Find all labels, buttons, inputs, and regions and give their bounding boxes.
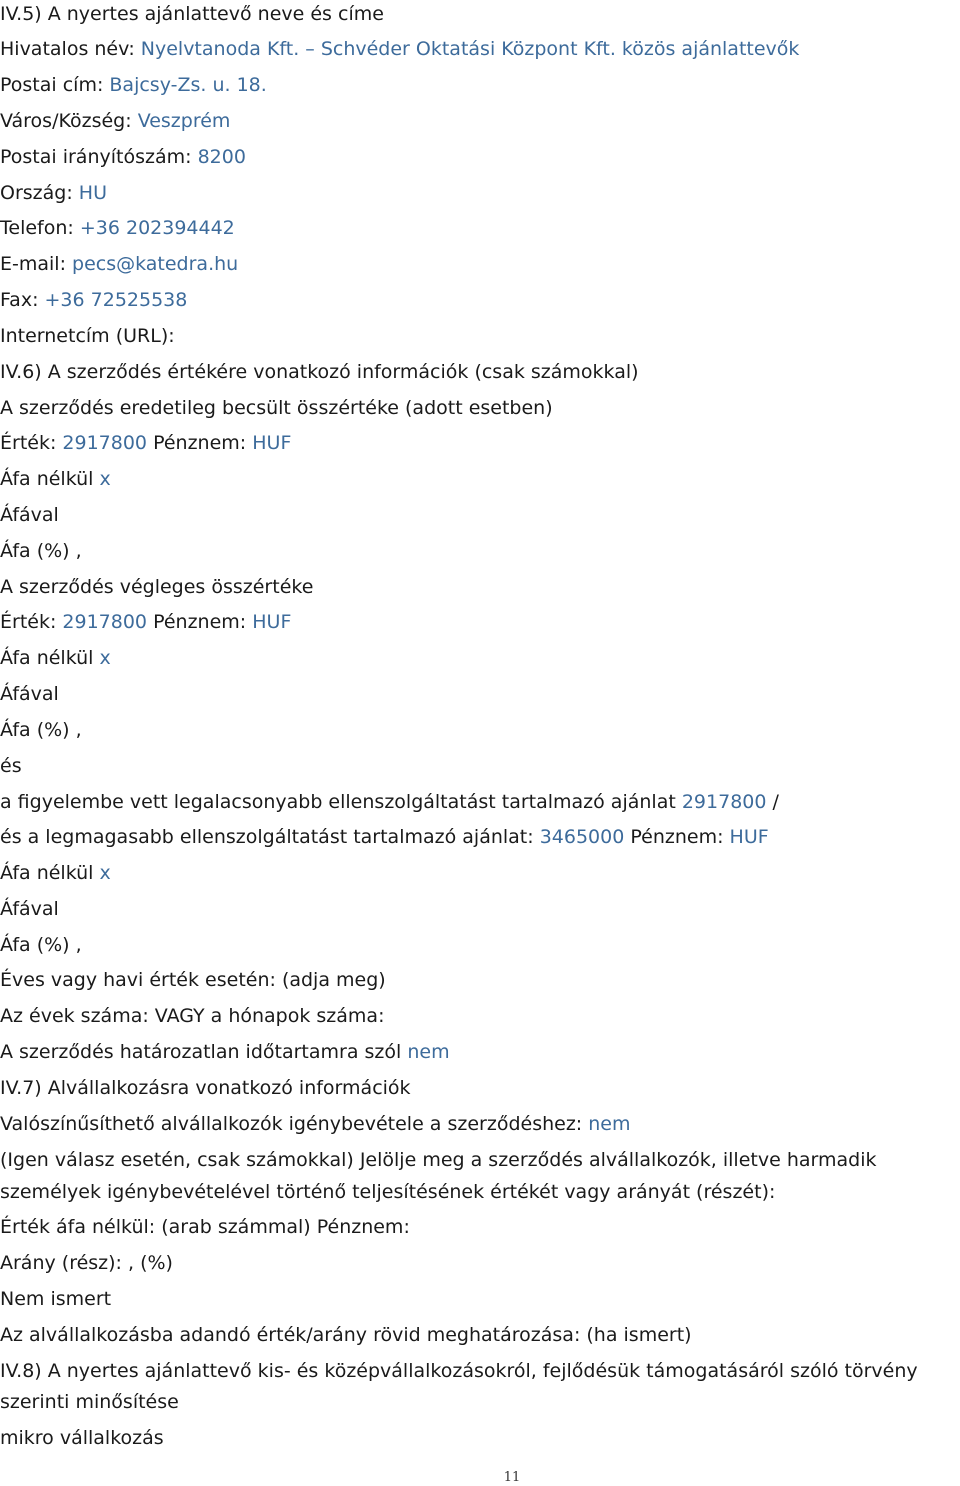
- field-label: Internetcím (URL):: [0, 325, 175, 347]
- field-label: Érték:: [0, 611, 63, 633]
- text-line: [0, 360, 639, 384]
- text-line: [0, 1390, 179, 1414]
- field-label: és: [0, 755, 22, 777]
- field-label: A szerződés végleges összértéke: [0, 576, 314, 598]
- text-line: [0, 1004, 384, 1028]
- text-line: [0, 37, 799, 61]
- text-line: [0, 503, 59, 527]
- text-line: [0, 1359, 918, 1383]
- text-line: [0, 1076, 411, 1100]
- field-label: Érték áfa nélkül: (arab számmal) Pénznem:: [0, 1216, 410, 1238]
- text-line: [0, 575, 313, 599]
- text-line: [0, 861, 111, 885]
- text-line: [0, 431, 291, 455]
- text-line: [0, 825, 769, 849]
- field-label: IV.8) A nyertes ajánlattevő kis- és középvállalkozásokról, fejlődésük támogatásáról szóló törvény: [0, 1360, 918, 1382]
- field-label: Pénznem:: [147, 611, 253, 633]
- text-line: [0, 1251, 173, 1275]
- text-line: [0, 2, 384, 26]
- field-value: x: [99, 647, 111, 669]
- text-line: [0, 324, 175, 348]
- field-label: Postai cím:: [0, 74, 110, 96]
- field-label: IV.6) A szerződés értékére vonatkozó információk (csak számokkal): [0, 361, 639, 383]
- text-line: [0, 1323, 692, 1347]
- field-label: Az alvállalkozásba adandó érték/arány rövid meghatározása: (ha ismert): [0, 1324, 692, 1346]
- text-line: [0, 646, 111, 670]
- text-line: [0, 181, 107, 205]
- field-label: /: [766, 791, 779, 813]
- text-line: [0, 252, 238, 276]
- field-label: Pénznem:: [147, 432, 253, 454]
- field-label: Pénznem:: [624, 826, 730, 848]
- text-line: [0, 467, 111, 491]
- text-line: [0, 1180, 775, 1204]
- field-label: Érték:: [0, 432, 63, 454]
- field-label: IV.7) Alvállalkozásra vonatkozó információk: [0, 1077, 411, 1099]
- field-label: Telefon:: [0, 217, 80, 239]
- field-label: Város/Község:: [0, 110, 138, 132]
- field-value: HU: [78, 182, 107, 204]
- text-line: [0, 610, 291, 634]
- text-line: [0, 682, 59, 706]
- text-line: [0, 933, 82, 957]
- field-label: IV.5) A nyertes ajánlattevő neve és címe: [0, 3, 384, 25]
- field-value: 2917800: [681, 791, 767, 813]
- field-value: pecs@katedra.hu: [72, 253, 239, 275]
- text-line: [0, 897, 59, 921]
- text-line: [0, 1426, 164, 1450]
- field-value: HUF: [252, 432, 292, 454]
- text-line: [0, 109, 230, 133]
- text-line: [0, 1287, 111, 1311]
- text-line: [0, 754, 22, 778]
- text-line: [0, 790, 779, 814]
- field-value: nem: [407, 1041, 450, 1063]
- field-label: Áfa (%) ,: [0, 719, 82, 741]
- text-line: [0, 145, 246, 169]
- field-label: Postai irányítószám:: [0, 146, 198, 168]
- field-value: HUF: [729, 826, 769, 848]
- field-value: 2917800: [62, 611, 148, 633]
- field-label: A szerződés határozatlan időtartamra szól: [0, 1041, 408, 1063]
- text-line: [0, 539, 82, 563]
- field-value: x: [99, 862, 111, 884]
- field-value: Veszprém: [137, 110, 231, 132]
- field-label: Áfa (%) ,: [0, 540, 82, 562]
- field-label: Nem ismert: [0, 1288, 112, 1310]
- field-label: (Igen válasz esetén, csak számokkal) Jelölje meg a szerződés alvállalkozók, illetve harmadik: [0, 1149, 877, 1171]
- field-label: Éves vagy havi érték esetén: (adja meg): [0, 969, 386, 991]
- field-label: Áfával: [0, 504, 59, 526]
- text-line: [0, 396, 553, 420]
- field-label: Hivatalos név:: [0, 38, 141, 60]
- text-line: [0, 1148, 876, 1172]
- text-line: [0, 288, 187, 312]
- text-line: [0, 73, 267, 97]
- field-label: Áfa nélkül: [0, 647, 100, 669]
- text-line: [0, 216, 235, 240]
- field-label: Az évek száma: VAGY a hónapok száma:: [0, 1005, 385, 1027]
- field-label: Arány (rész): , (%): [0, 1252, 173, 1274]
- field-value: 2917800: [62, 432, 148, 454]
- text-line: [0, 718, 82, 742]
- field-label: szerinti minősítése: [0, 1391, 179, 1413]
- field-value: +36 202394442: [79, 217, 235, 239]
- field-label: A szerződés eredetileg becsült összértéke (adott esetben): [0, 397, 553, 419]
- field-value: +36 72525538: [44, 289, 188, 311]
- field-label: személyek igénybevételével történő teljesítésének értékét vagy arányát (részét):: [0, 1181, 776, 1203]
- text-line: [0, 1040, 450, 1064]
- field-label: Áfa nélkül: [0, 862, 100, 884]
- field-value: Bajcsy-Zs. u. 18.: [109, 74, 267, 96]
- field-label: Áfa (%) ,: [0, 934, 82, 956]
- field-label: E-mail:: [0, 253, 73, 275]
- field-label: Fax:: [0, 289, 45, 311]
- field-value: 3465000: [539, 826, 625, 848]
- field-value: x: [99, 468, 111, 490]
- text-line: [0, 1215, 410, 1239]
- page-number: 11: [503, 1470, 521, 1485]
- field-label: mikro vállalkozás: [0, 1427, 164, 1449]
- field-value: Nyelvtanoda Kft. – Schvéder Oktatási Központ Kft. közös ajánlattevők: [140, 38, 800, 60]
- field-label: Áfával: [0, 898, 59, 920]
- field-label: és a legmagasabb ellenszolgáltatást tartalmazó ajánlat:: [0, 826, 540, 848]
- field-value: HUF: [252, 611, 292, 633]
- field-value: nem: [588, 1113, 631, 1135]
- field-label: Valószínűsíthető alvállalkozók igénybevétele a szerződéshez:: [0, 1113, 589, 1135]
- text-line: [0, 1112, 631, 1136]
- text-line: [0, 968, 386, 992]
- field-label: Áfa nélkül: [0, 468, 100, 490]
- field-value: 8200: [197, 146, 246, 168]
- field-label: Ország:: [0, 182, 79, 204]
- field-label: a figyelembe vett legalacsonyabb ellenszolgáltatást tartalmazó ajánlat: [0, 791, 682, 813]
- field-label: Áfával: [0, 683, 59, 705]
